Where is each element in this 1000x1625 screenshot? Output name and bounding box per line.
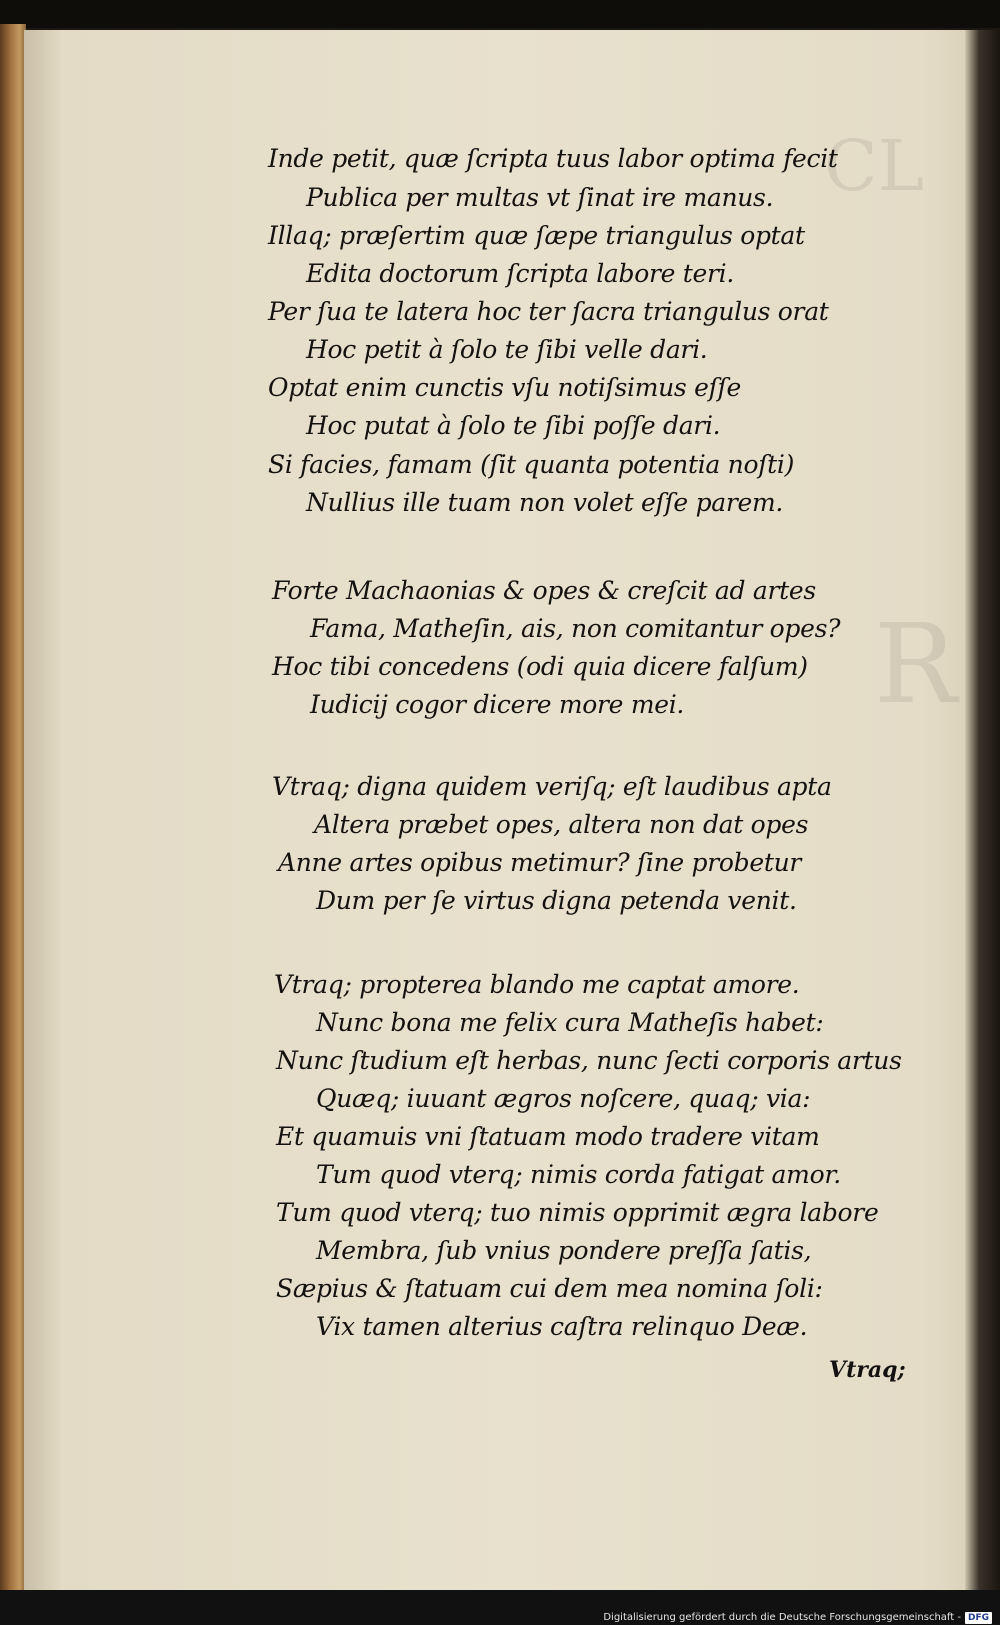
verse-line: Per ſua te latera hoc ter ſacra triangulus orat	[268, 297, 829, 326]
verse-line: Iudicij cogor dicere more mei.	[310, 690, 685, 719]
dfg-logo: DFG	[965, 1612, 992, 1624]
scan-border-right	[965, 30, 1000, 1590]
verse-line: Publica per multas vt ſinat ire manus.	[306, 183, 774, 212]
verse-line: Optat enim cunctis vſu notiſsimus eſſe	[268, 373, 741, 402]
verse-line: Et quamuis vni ſtatuam modo tradere vitam	[276, 1122, 820, 1151]
verse-line: Nullius ille tuam non volet eſſe parem.	[306, 488, 784, 517]
verse-line: Forte Machaonias & opes & creſcit ad artes	[272, 576, 816, 605]
credit-text: Digitalisierung gefördert durch die Deutsche Forschungsgemeinschaft -	[603, 1612, 961, 1623]
verse-line: Altera præbet opes, altera non dat opes	[314, 810, 809, 839]
verse-line: Nunc bona me felix cura Matheſis habet:	[316, 1008, 824, 1037]
verse-line: Vix tamen alterius caſtra relinquo Deæ.	[316, 1312, 808, 1341]
verse-line: Dum per ſe virtus digna petenda venit.	[316, 886, 797, 915]
verse-line: Sæpius & ſtatuam cui dem mea nomina ſoli:	[276, 1274, 823, 1303]
verse-line: Anne artes opibus metimur? ſine probetur	[278, 848, 802, 877]
verse-line: Fama, Matheſin, ais, non comitantur opes?	[310, 614, 841, 643]
verse-line: Quæq; iuuant ægros noſcere, quaq; via:	[316, 1084, 811, 1113]
book-edge	[0, 24, 26, 1594]
show-through-text: CL	[824, 125, 925, 207]
verse-line: Nunc ſtudium eſt herbas, nunc ſecti corporis artus	[276, 1046, 902, 1075]
verse-line: Illaq; præſertim quæ ſæpe triangulus optat	[268, 221, 805, 250]
verse-line: Tum quod vterq; tuo nimis opprimit ægra labore	[276, 1198, 879, 1227]
verse-line: Inde petit, quæ ſcripta tuus labor optima fecit	[268, 144, 838, 173]
catchword: Vtraq;	[829, 1357, 906, 1383]
book-page	[24, 30, 1000, 1590]
verse-line: Si facies, famam (ſit quanta potentia noſti)	[268, 450, 795, 479]
verse-line: Vtraq; propterea blando me captat amore.	[274, 970, 800, 999]
poem	[24, 30, 1000, 1590]
verse-line: Hoc putat à ſolo te ſibi poſſe dari.	[306, 411, 721, 440]
show-through-text: R	[874, 600, 957, 728]
digitization-credit	[603, 1610, 992, 1625]
verse-line: Edita doctorum ſcripta labore teri.	[306, 259, 734, 288]
verse-line: Membra, ſub vnius pondere preſſa ſatis,	[316, 1236, 812, 1265]
verse-line: Hoc tibi concedens (odi quia dicere falſum)	[272, 652, 808, 681]
scan-border-top	[0, 0, 1000, 28]
verse-line: Hoc petit à ſolo te ſibi velle dari.	[306, 335, 708, 364]
verse-line: Tum quod vterq; nimis corda fatigat amor.	[316, 1160, 841, 1189]
verse-line: Vtraq; digna quidem veriſq; eſt laudibus apta	[272, 772, 832, 801]
